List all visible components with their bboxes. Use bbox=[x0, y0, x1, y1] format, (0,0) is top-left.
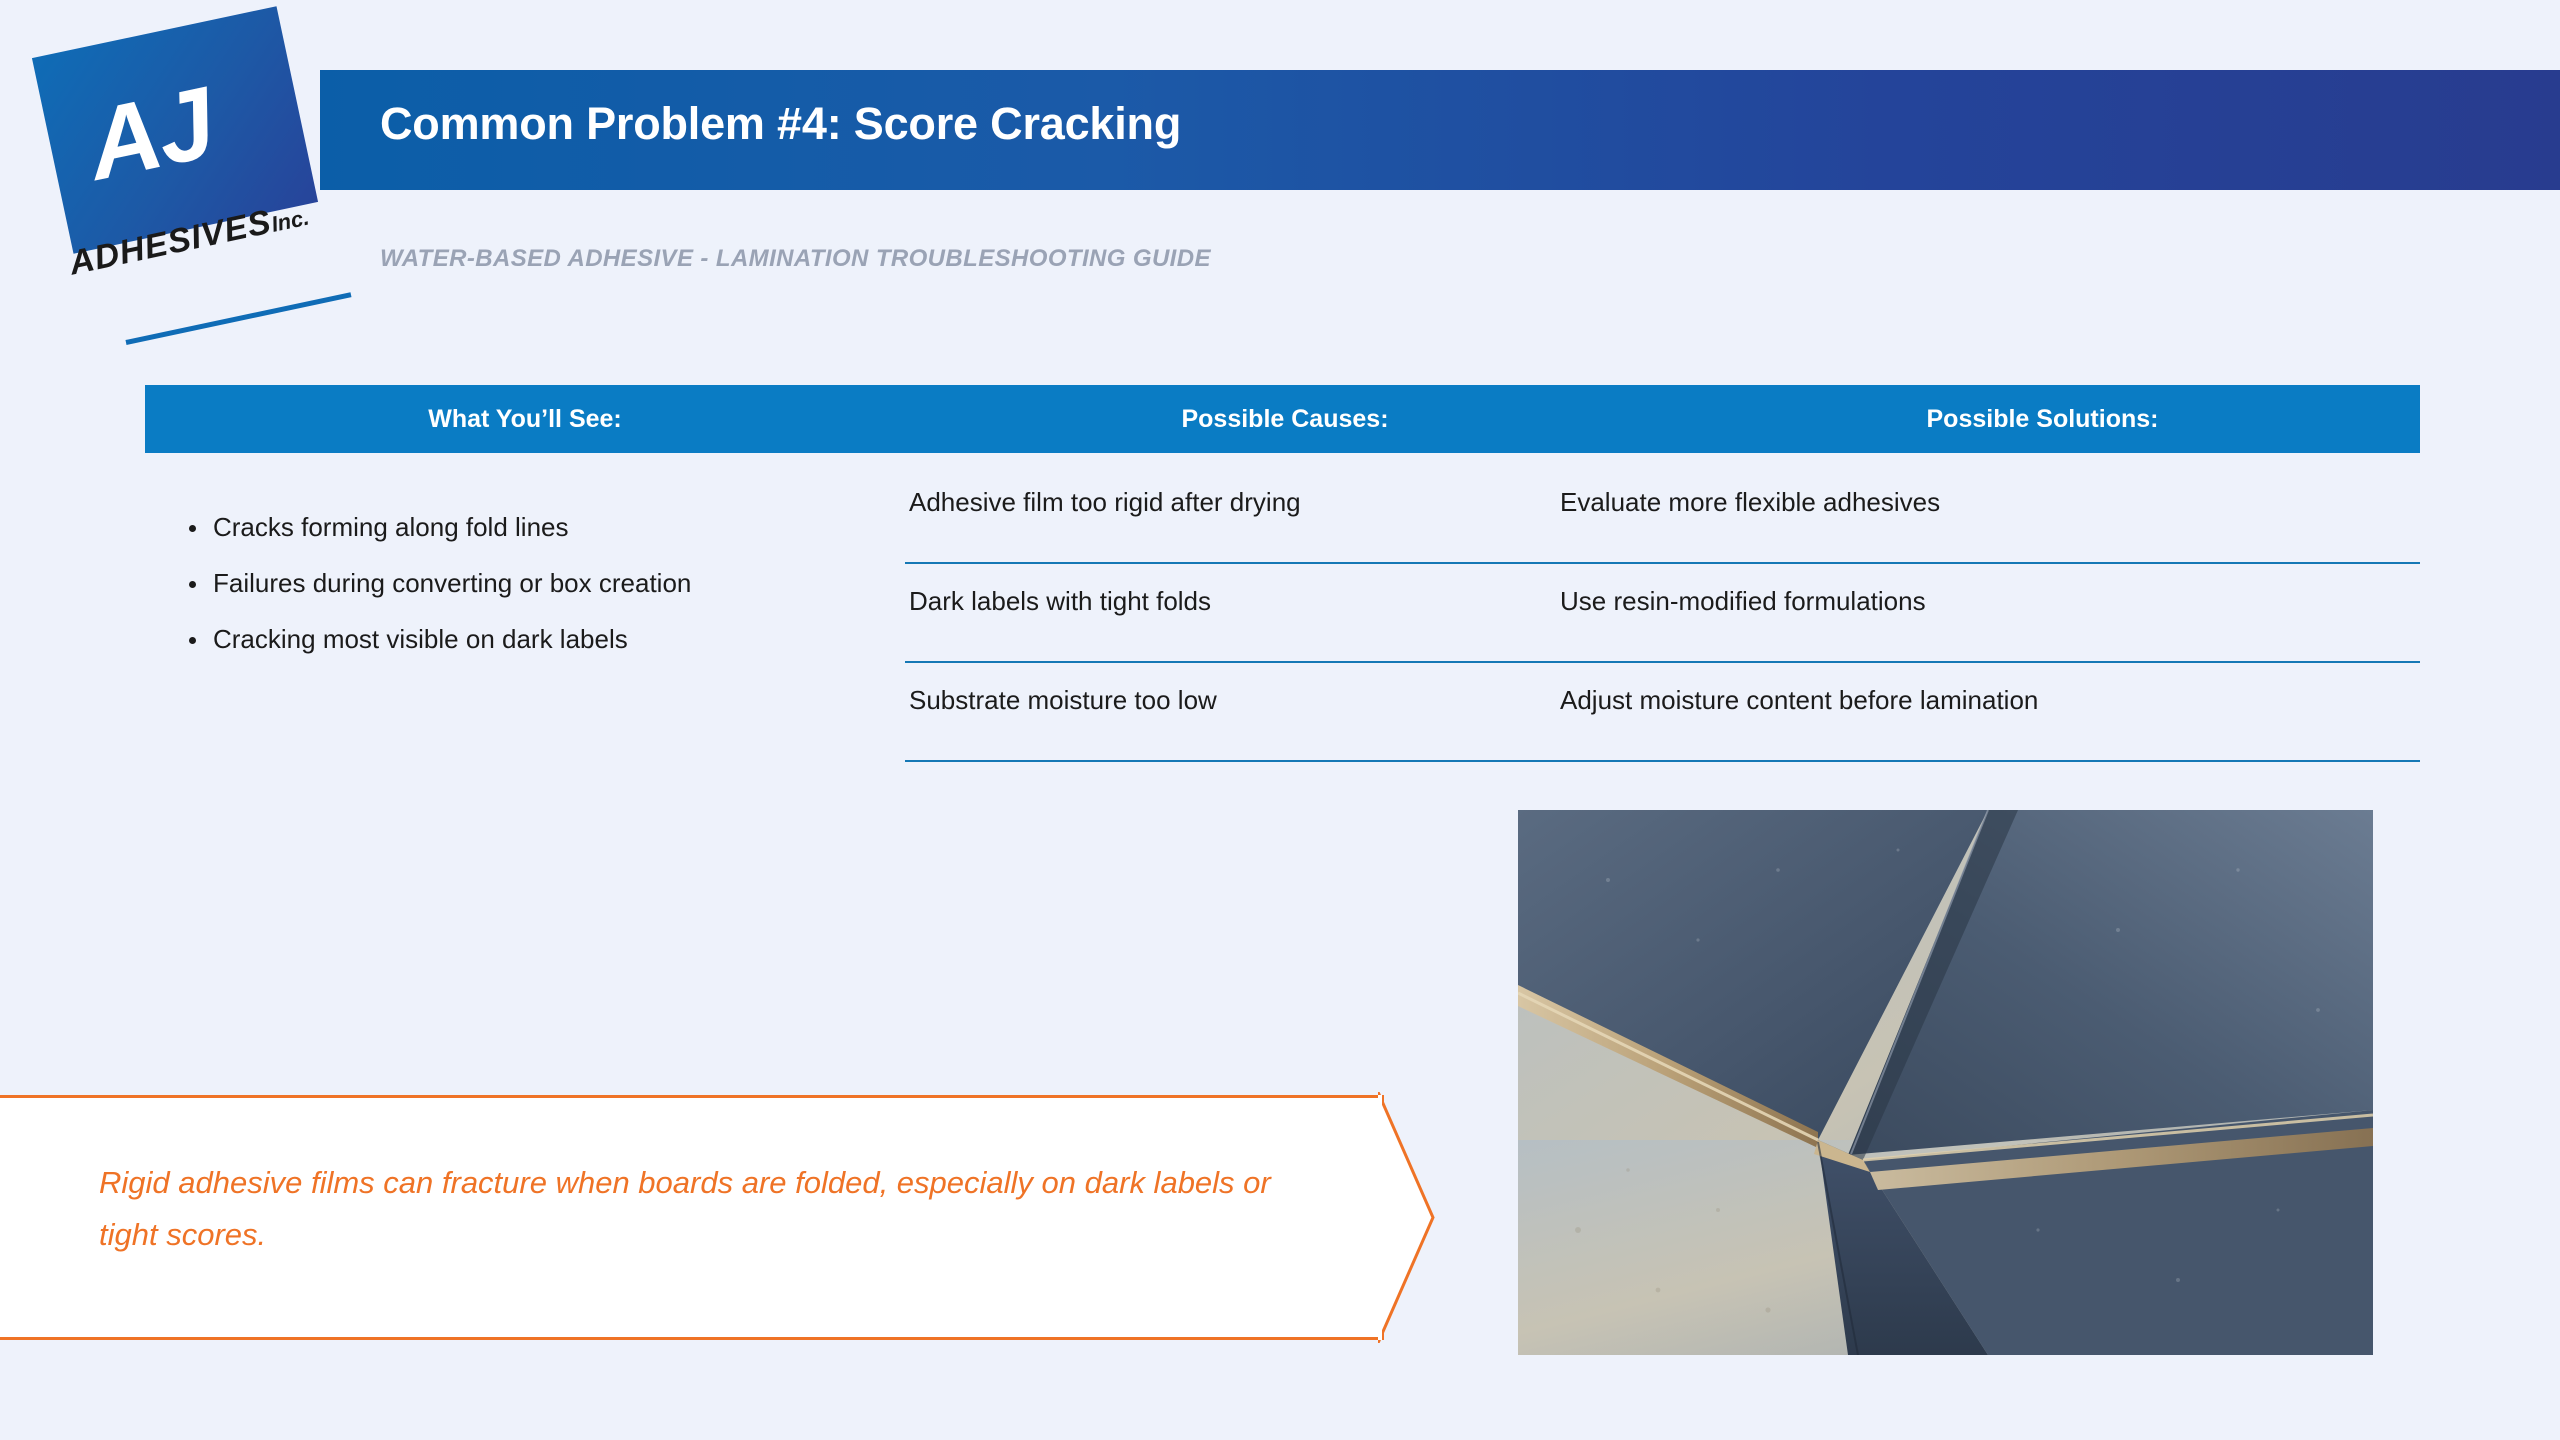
cause-cell: Adhesive film too rigid after drying bbox=[909, 487, 1301, 517]
logo-suffix: Inc. bbox=[269, 204, 312, 237]
cause-cell: Substrate moisture too low bbox=[909, 685, 1217, 715]
cause-cell: Dark labels with tight folds bbox=[909, 586, 1212, 616]
page-subtitle: WATER-BASED ADHESIVE - LAMINATION TROUBLESHOOTING GUIDE bbox=[380, 245, 1211, 272]
table-header-row bbox=[145, 385, 2420, 453]
table-row bbox=[905, 564, 2420, 663]
logo-wordmark-text: ADHESIVES bbox=[65, 202, 275, 283]
company-logo bbox=[30, 10, 330, 340]
table-row bbox=[905, 663, 2420, 762]
callout-arrow-icon bbox=[1378, 1092, 1438, 1343]
column-header-possible-causes: Possible Causes: bbox=[1181, 405, 1389, 433]
column-header-possible-solutions: Possible Solutions: bbox=[1926, 405, 2159, 433]
cause-solution-table bbox=[905, 465, 2420, 762]
logo-initials: AJ bbox=[77, 66, 223, 202]
solution-cell: Adjust moisture content before lamination bbox=[1560, 685, 2039, 715]
header-bar bbox=[320, 70, 2560, 190]
solution-cell: Evaluate more flexible adhesives bbox=[1560, 487, 1941, 517]
list-item: Failures during converting or box creation bbox=[175, 566, 875, 600]
callout-banner bbox=[0, 1095, 1384, 1340]
callout-text: Rigid adhesive films can fracture when boards are folded, especially on dark labels or tight scores. bbox=[99, 1165, 1271, 1252]
list-item: Cracks forming along fold lines bbox=[175, 510, 875, 544]
table-row bbox=[905, 465, 2420, 564]
column-header-what-youll-see: What You’ll See: bbox=[428, 405, 622, 433]
logo-underline bbox=[125, 292, 351, 345]
score-cracked-dark-board-photo bbox=[1518, 810, 2373, 1355]
solution-cell: Use resin-modified formulations bbox=[1560, 586, 1926, 616]
page-title: Common Problem #4: Score Cracking bbox=[380, 98, 1182, 149]
list-item: Cracking most visible on dark labels bbox=[175, 622, 875, 656]
symptom-list bbox=[175, 510, 875, 678]
